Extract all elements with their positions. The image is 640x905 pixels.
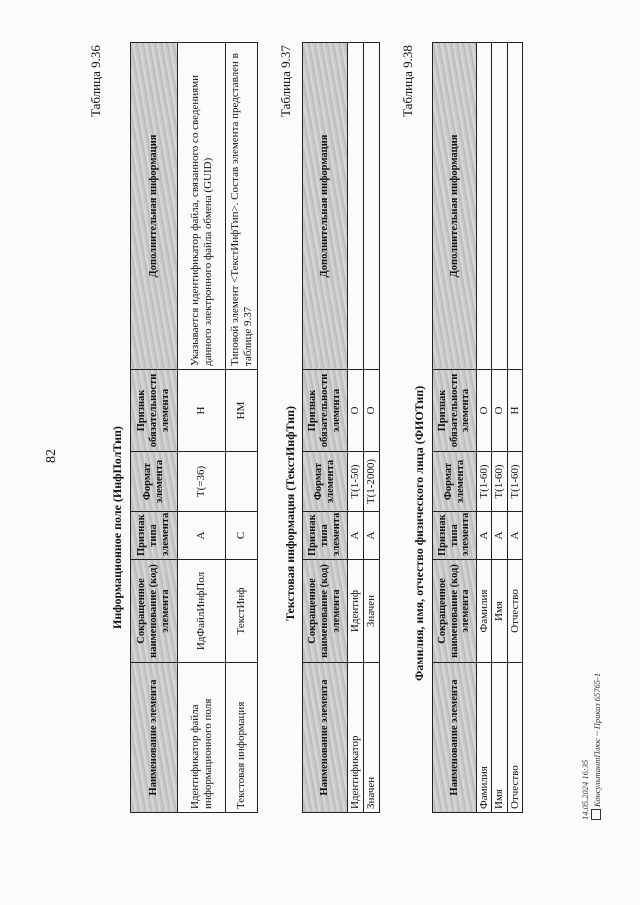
table-row — [477, 43, 492, 813]
table-cell: Типовой элемент <ТекстИнфТип>. Состав элемента представлен в таблице 9.37 — [226, 43, 258, 370]
column-header: Формат элемента — [303, 452, 348, 512]
header-row — [303, 43, 348, 813]
table-label: Таблица 9.38 — [400, 45, 415, 117]
table-label: Таблица 9.37 — [278, 45, 293, 117]
table-cell: О — [348, 370, 364, 452]
table-cell: Имя — [492, 663, 507, 813]
table-cell — [507, 43, 522, 370]
header-row — [131, 43, 178, 813]
table-cell: Указывается идентификатор файла, связанного со сведениями данного электронного файла обмена (GUID) — [178, 43, 226, 370]
table-cell: ТекстИнф — [226, 560, 258, 663]
table-cell: О — [477, 370, 492, 452]
column-header: Формат элемента — [131, 452, 178, 512]
table-cell: Отчество — [507, 663, 522, 813]
column-header: Признак типа элемента — [131, 512, 178, 560]
table-cell: Значен — [364, 663, 380, 813]
table-cell: А — [507, 512, 522, 560]
table-title: Текстовая информация (ТекстИнфТип) — [283, 405, 297, 621]
table-cell: T(1-50) — [348, 452, 364, 512]
page-number: 82 — [44, 449, 59, 463]
table-cell: А — [178, 512, 226, 560]
table-cell — [364, 43, 380, 370]
column-header: Дополнительная информация — [303, 43, 348, 370]
table-label: Таблица 9.36 — [88, 45, 103, 117]
header-row — [433, 43, 477, 813]
table-row — [226, 43, 258, 813]
table-cell: Н — [507, 370, 522, 452]
table-cell: Идентификатор файла информационного поля — [178, 663, 226, 813]
table-cell: T(=36) — [178, 452, 226, 512]
table-cell — [226, 452, 258, 512]
column-header: Признак обязательности элемента — [303, 370, 348, 452]
document-icon — [591, 809, 601, 820]
column-header: Наименование элемента — [131, 663, 178, 813]
table-cell: Имя — [492, 560, 507, 663]
table-cell: Фамилия — [477, 560, 492, 663]
table-cell: Отчество — [507, 560, 522, 663]
column-header: Признак типа элемента — [433, 512, 477, 560]
table-9-38 — [432, 42, 523, 813]
table-cell: О — [492, 370, 507, 452]
column-header: Признак обязательности элемента — [433, 370, 477, 452]
table-cell: О — [364, 370, 380, 452]
table-cell: T(1-60) — [477, 452, 492, 512]
table-cell: А — [477, 512, 492, 560]
column-header: Признак типа элемента — [303, 512, 348, 560]
column-header: Сокращенное наименование (код) элемента — [303, 560, 348, 663]
table-row — [492, 43, 507, 813]
table-cell: НМ — [226, 370, 258, 452]
table-cell: T(1-60) — [507, 452, 522, 512]
table-title: Информационное поле (ИнфПолТип) — [110, 426, 124, 629]
table-cell: Идентиф — [348, 560, 364, 663]
table-title: Фамилия, имя, отчество физического лица (ФИОТип) — [412, 385, 426, 681]
table-cell — [348, 43, 364, 370]
table-cell — [477, 43, 492, 370]
print-stamp — [580, 673, 602, 820]
column-header: Признак обязательности элемента — [131, 370, 178, 452]
column-header: Сокращенное наименование (код) элемента — [131, 560, 178, 663]
column-header: Наименование элемента — [303, 663, 348, 813]
table-cell: ИдФайлИнфПол — [178, 560, 226, 663]
table-cell: Текстовая информация — [226, 663, 258, 813]
column-header: Наименование элемента — [433, 663, 477, 813]
table-cell: T(1-60) — [492, 452, 507, 512]
table-cell: T(1-2000) — [364, 452, 380, 512]
column-header: Сокращенное наименование (код) элемента — [433, 560, 477, 663]
column-header: Дополнительная информация — [131, 43, 178, 370]
table-row — [178, 43, 226, 813]
table-cell: Фамилия — [477, 663, 492, 813]
table-cell: А — [364, 512, 380, 560]
table-9-37 — [302, 42, 380, 813]
column-header: Дополнительная информация — [433, 43, 477, 370]
table-cell — [492, 43, 507, 370]
stamp-source: КонсультантПлюс ~ Приказ 65765-1 — [591, 672, 602, 807]
table-row — [364, 43, 380, 813]
table-row — [507, 43, 522, 813]
table-cell: Идентификатор — [348, 663, 364, 813]
table-cell: С — [226, 512, 258, 560]
table-cell: Н — [178, 370, 226, 452]
table-cell: А — [492, 512, 507, 560]
column-header: Формат элемента — [433, 452, 477, 512]
table-row — [348, 43, 364, 813]
table-9-36 — [130, 42, 258, 813]
table-cell: Значен — [364, 560, 380, 663]
stamp-datetime: 14.05.2024 16:35 — [580, 759, 590, 820]
table-cell: А — [348, 512, 364, 560]
